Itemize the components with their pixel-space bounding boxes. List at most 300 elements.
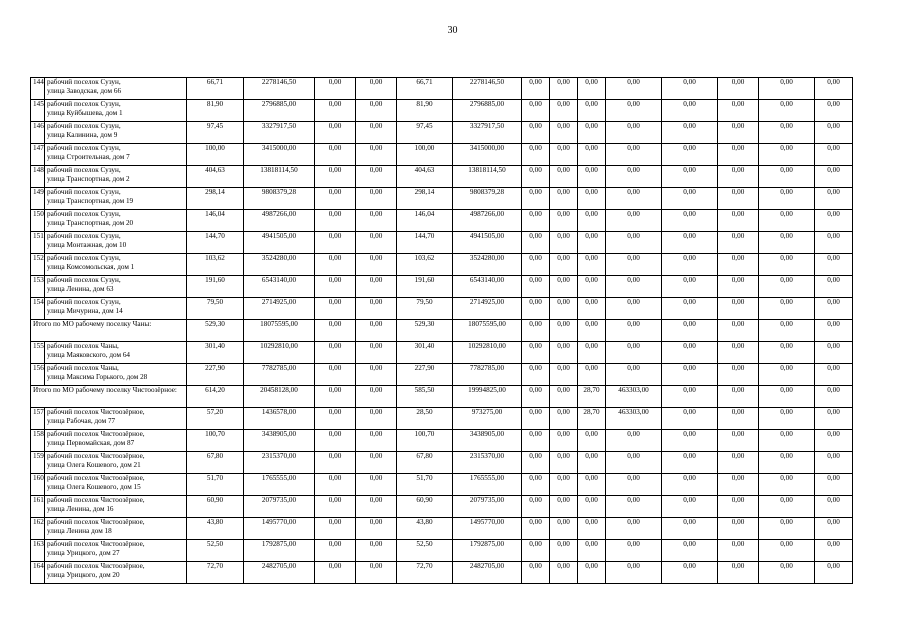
row-number: 152 bbox=[31, 254, 45, 276]
row-number: 157 bbox=[31, 408, 45, 430]
table-row bbox=[31, 518, 853, 540]
value-cell: 2278146,50 bbox=[453, 78, 522, 100]
value-cell: 0,00 bbox=[759, 386, 815, 408]
row-number: 156 bbox=[31, 364, 45, 386]
value-cell: 0,00 bbox=[606, 496, 662, 518]
value-cell: 298,14 bbox=[187, 188, 244, 210]
value-cell: 0,00 bbox=[662, 254, 718, 276]
row-number: 151 bbox=[31, 232, 45, 254]
value-cell: 0,00 bbox=[718, 276, 759, 298]
value-cell: 0,00 bbox=[550, 232, 578, 254]
address-cell bbox=[45, 408, 187, 430]
value-cell: 0,00 bbox=[550, 188, 578, 210]
value-cell: 2079735,00 bbox=[244, 496, 315, 518]
value-cell: 0,00 bbox=[522, 320, 550, 342]
value-cell: 0,00 bbox=[662, 452, 718, 474]
value-cell: 1765555,00 bbox=[453, 474, 522, 496]
address-street: улица Урицкого, дом 20 bbox=[47, 571, 120, 579]
value-cell: 0,00 bbox=[662, 342, 718, 364]
table-row bbox=[31, 540, 853, 562]
value-cell: 0,00 bbox=[578, 232, 606, 254]
value-cell: 0,00 bbox=[578, 364, 606, 386]
value-cell: 0,00 bbox=[759, 78, 815, 100]
value-cell: 0,00 bbox=[578, 100, 606, 122]
value-cell: 19994825,00 bbox=[453, 386, 522, 408]
value-cell: 0,00 bbox=[815, 122, 853, 144]
address-cell bbox=[45, 452, 187, 474]
address-settlement: рабочий поселок Сузун, bbox=[47, 78, 121, 86]
value-cell: 0,00 bbox=[315, 232, 356, 254]
table-row bbox=[31, 430, 853, 452]
value-cell: 0,00 bbox=[356, 430, 397, 452]
value-cell: 0,00 bbox=[662, 474, 718, 496]
value-cell: 0,00 bbox=[550, 210, 578, 232]
value-cell: 0,00 bbox=[606, 188, 662, 210]
value-cell: 0,00 bbox=[718, 518, 759, 540]
value-cell: 3524280,00 bbox=[453, 254, 522, 276]
value-cell: 0,00 bbox=[578, 298, 606, 320]
value-cell: 0,00 bbox=[550, 474, 578, 496]
value-cell: 0,00 bbox=[606, 276, 662, 298]
address-street: улица Ленина, дом 16 bbox=[47, 505, 114, 513]
value-cell: 0,00 bbox=[578, 518, 606, 540]
value-cell: 0,00 bbox=[356, 540, 397, 562]
row-number: 150 bbox=[31, 210, 45, 232]
address-settlement: рабочий поселок Сузун, bbox=[47, 254, 121, 262]
value-cell: 0,00 bbox=[815, 276, 853, 298]
table-row bbox=[31, 166, 853, 188]
value-cell: 0,00 bbox=[578, 144, 606, 166]
address-street: улица Первомайская, дом 87 bbox=[47, 439, 135, 447]
value-cell: 7782785,00 bbox=[453, 364, 522, 386]
value-cell: 66,71 bbox=[187, 78, 244, 100]
value-cell: 0,00 bbox=[815, 298, 853, 320]
value-cell: 100,00 bbox=[187, 144, 244, 166]
value-cell: 0,00 bbox=[315, 122, 356, 144]
address-street: улица Транспортная, дом 2 bbox=[47, 175, 130, 183]
value-cell: 0,00 bbox=[522, 166, 550, 188]
value-cell: 9808379,28 bbox=[244, 188, 315, 210]
value-cell: 0,00 bbox=[578, 254, 606, 276]
value-cell: 0,00 bbox=[356, 452, 397, 474]
address-cell bbox=[45, 210, 187, 232]
value-cell: 0,00 bbox=[550, 386, 578, 408]
address-street: улица Монтажная, дом 10 bbox=[47, 241, 127, 249]
value-cell: 0,00 bbox=[522, 474, 550, 496]
address-street: улица Мичурина, дом 14 bbox=[47, 307, 123, 315]
value-cell: 0,00 bbox=[522, 408, 550, 430]
value-cell: 0,00 bbox=[662, 540, 718, 562]
address-settlement: рабочий поселок Сузун, bbox=[47, 276, 121, 284]
value-cell: 0,00 bbox=[578, 430, 606, 452]
value-cell: 0,00 bbox=[718, 452, 759, 474]
value-cell: 4941505,00 bbox=[244, 232, 315, 254]
value-cell: 0,00 bbox=[662, 408, 718, 430]
value-cell: 28,70 bbox=[578, 408, 606, 430]
address-cell bbox=[45, 540, 187, 562]
value-cell: 0,00 bbox=[718, 78, 759, 100]
address-cell bbox=[45, 276, 187, 298]
value-cell: 0,00 bbox=[759, 320, 815, 342]
value-cell: 0,00 bbox=[759, 166, 815, 188]
value-cell: 0,00 bbox=[606, 254, 662, 276]
value-cell: 0,00 bbox=[315, 100, 356, 122]
value-cell: 2079735,00 bbox=[453, 496, 522, 518]
value-cell: 0,00 bbox=[356, 320, 397, 342]
value-cell: 0,00 bbox=[662, 78, 718, 100]
value-cell: 0,00 bbox=[522, 78, 550, 100]
value-cell: 0,00 bbox=[522, 452, 550, 474]
value-cell: 18075595,00 bbox=[453, 320, 522, 342]
value-cell: 0,00 bbox=[522, 518, 550, 540]
value-cell: 81,90 bbox=[187, 100, 244, 122]
value-cell: 0,00 bbox=[718, 166, 759, 188]
value-cell: 0,00 bbox=[662, 276, 718, 298]
value-cell: 0,00 bbox=[759, 342, 815, 364]
value-cell: 52,50 bbox=[187, 540, 244, 562]
value-cell: 0,00 bbox=[315, 166, 356, 188]
value-cell: 0,00 bbox=[662, 364, 718, 386]
value-cell: 79,50 bbox=[397, 298, 453, 320]
value-cell: 0,00 bbox=[315, 78, 356, 100]
value-cell: 3524280,00 bbox=[244, 254, 315, 276]
value-cell: 0,00 bbox=[522, 254, 550, 276]
value-cell: 0,00 bbox=[759, 122, 815, 144]
value-cell: 0,00 bbox=[759, 562, 815, 584]
value-cell: 0,00 bbox=[718, 342, 759, 364]
value-cell: 0,00 bbox=[550, 298, 578, 320]
value-cell: 0,00 bbox=[606, 144, 662, 166]
value-cell: 13818114,50 bbox=[453, 166, 522, 188]
value-cell: 0,00 bbox=[522, 232, 550, 254]
value-cell: 3415000,00 bbox=[244, 144, 315, 166]
value-cell: 0,00 bbox=[606, 474, 662, 496]
value-cell: 463303,00 bbox=[606, 386, 662, 408]
address-settlement: рабочий поселок Чистоозёрное, bbox=[47, 562, 145, 570]
value-cell: 72,70 bbox=[397, 562, 453, 584]
value-cell: 146,04 bbox=[187, 210, 244, 232]
value-cell: 0,00 bbox=[356, 78, 397, 100]
address-street: улица Ленина, дом 63 bbox=[47, 285, 114, 293]
value-cell: 0,00 bbox=[662, 232, 718, 254]
value-cell: 0,00 bbox=[662, 166, 718, 188]
value-cell: 28,50 bbox=[397, 408, 453, 430]
value-cell: 0,00 bbox=[759, 276, 815, 298]
value-cell: 227,90 bbox=[187, 364, 244, 386]
value-cell: 0,00 bbox=[522, 210, 550, 232]
value-cell: 973275,00 bbox=[453, 408, 522, 430]
value-cell: 0,00 bbox=[356, 232, 397, 254]
value-cell: 0,00 bbox=[578, 320, 606, 342]
value-cell: 0,00 bbox=[815, 78, 853, 100]
value-cell: 67,80 bbox=[187, 452, 244, 474]
value-cell: 0,00 bbox=[550, 276, 578, 298]
value-cell: 0,00 bbox=[662, 562, 718, 584]
value-cell: 0,00 bbox=[522, 430, 550, 452]
value-cell: 0,00 bbox=[315, 188, 356, 210]
value-cell: 0,00 bbox=[522, 144, 550, 166]
value-cell: 0,00 bbox=[718, 254, 759, 276]
value-cell: 0,00 bbox=[606, 210, 662, 232]
value-cell: 0,00 bbox=[815, 562, 853, 584]
value-cell: 0,00 bbox=[718, 496, 759, 518]
value-cell: 0,00 bbox=[662, 122, 718, 144]
address-street: улица Ленина дом 18 bbox=[47, 527, 112, 535]
total-row bbox=[31, 320, 853, 342]
row-number: 148 bbox=[31, 166, 45, 188]
value-cell: 0,00 bbox=[718, 474, 759, 496]
value-cell: 0,00 bbox=[759, 518, 815, 540]
value-cell: 0,00 bbox=[315, 540, 356, 562]
value-cell: 0,00 bbox=[578, 78, 606, 100]
value-cell: 0,00 bbox=[550, 78, 578, 100]
value-cell: 0,00 bbox=[815, 100, 853, 122]
address-settlement: рабочий поселок Чистоозёрное, bbox=[47, 540, 145, 548]
value-cell: 3327917,50 bbox=[244, 122, 315, 144]
value-cell: 0,00 bbox=[718, 386, 759, 408]
value-cell: 66,71 bbox=[397, 78, 453, 100]
address-settlement: рабочий поселок Чистоозёрное, bbox=[47, 430, 145, 438]
value-cell: 0,00 bbox=[356, 144, 397, 166]
value-cell: 0,00 bbox=[356, 386, 397, 408]
value-cell: 0,00 bbox=[759, 210, 815, 232]
value-cell: 9808379,28 bbox=[453, 188, 522, 210]
table-row bbox=[31, 364, 853, 386]
address-street: улица Максима Горького, дом 28 bbox=[47, 373, 148, 381]
value-cell: 0,00 bbox=[815, 408, 853, 430]
value-cell: 0,00 bbox=[522, 540, 550, 562]
value-cell: 43,80 bbox=[187, 518, 244, 540]
address-settlement: рабочий поселок Сузун, bbox=[47, 144, 121, 152]
address-cell bbox=[45, 254, 187, 276]
address-cell bbox=[45, 188, 187, 210]
value-cell: 404,63 bbox=[397, 166, 453, 188]
value-cell: 6543140,00 bbox=[244, 276, 315, 298]
value-cell: 191,60 bbox=[187, 276, 244, 298]
value-cell: 0,00 bbox=[759, 474, 815, 496]
value-cell: 0,00 bbox=[550, 342, 578, 364]
value-cell: 3438905,00 bbox=[453, 430, 522, 452]
table-row bbox=[31, 474, 853, 496]
address-settlement: рабочий поселок Чистоозёрное, bbox=[47, 452, 145, 460]
value-cell: 0,00 bbox=[522, 364, 550, 386]
value-cell: 0,00 bbox=[718, 298, 759, 320]
address-street: улица Олега Кошевого, дом 15 bbox=[47, 483, 141, 491]
value-cell: 0,00 bbox=[315, 474, 356, 496]
value-cell: 2482705,00 bbox=[244, 562, 315, 584]
address-cell bbox=[45, 122, 187, 144]
value-cell: 0,00 bbox=[315, 342, 356, 364]
row-number: 155 bbox=[31, 342, 45, 364]
table-row bbox=[31, 408, 853, 430]
value-cell: 0,00 bbox=[759, 100, 815, 122]
value-cell: 2796885,00 bbox=[244, 100, 315, 122]
value-cell: 191,60 bbox=[397, 276, 453, 298]
value-cell: 0,00 bbox=[522, 100, 550, 122]
value-cell: 0,00 bbox=[356, 254, 397, 276]
value-cell: 0,00 bbox=[356, 122, 397, 144]
value-cell: 0,00 bbox=[550, 540, 578, 562]
address-cell bbox=[45, 496, 187, 518]
value-cell: 0,00 bbox=[356, 408, 397, 430]
value-cell: 0,00 bbox=[662, 386, 718, 408]
address-street: улица Калинина, дом 9 bbox=[47, 131, 118, 139]
value-cell: 0,00 bbox=[315, 276, 356, 298]
value-cell: 404,63 bbox=[187, 166, 244, 188]
address-cell bbox=[45, 342, 187, 364]
value-cell: 0,00 bbox=[662, 144, 718, 166]
value-cell: 0,00 bbox=[606, 232, 662, 254]
address-street: улица Транспортная, дом 19 bbox=[47, 197, 134, 205]
row-number: 145 bbox=[31, 100, 45, 122]
value-cell: 0,00 bbox=[522, 122, 550, 144]
value-cell: 52,50 bbox=[397, 540, 453, 562]
value-cell: 81,90 bbox=[397, 100, 453, 122]
address-settlement: рабочий поселок Чистоозёрное, bbox=[47, 518, 145, 526]
address-settlement: рабочий поселок Сузун, bbox=[47, 298, 121, 306]
value-cell: 10292810,00 bbox=[244, 342, 315, 364]
value-cell: 0,00 bbox=[356, 188, 397, 210]
value-cell: 0,00 bbox=[718, 232, 759, 254]
value-cell: 100,00 bbox=[397, 144, 453, 166]
table-row bbox=[31, 298, 853, 320]
value-cell: 0,00 bbox=[606, 298, 662, 320]
value-cell: 0,00 bbox=[718, 210, 759, 232]
value-cell: 298,14 bbox=[397, 188, 453, 210]
row-number: 154 bbox=[31, 298, 45, 320]
value-cell: 0,00 bbox=[662, 518, 718, 540]
value-cell: 0,00 bbox=[662, 320, 718, 342]
value-cell: 1495770,00 bbox=[244, 518, 315, 540]
value-cell: 2482705,00 bbox=[453, 562, 522, 584]
value-cell: 0,00 bbox=[315, 320, 356, 342]
value-cell: 0,00 bbox=[550, 452, 578, 474]
value-cell: 0,00 bbox=[606, 518, 662, 540]
table-row bbox=[31, 342, 853, 364]
row-number: 164 bbox=[31, 562, 45, 584]
address-street: улица Транспортная, дом 20 bbox=[47, 219, 134, 227]
value-cell: 0,00 bbox=[356, 518, 397, 540]
address-street: улица Строительная, дом 7 bbox=[47, 153, 130, 161]
table-row bbox=[31, 232, 853, 254]
address-cell bbox=[45, 474, 187, 496]
address-cell bbox=[45, 78, 187, 100]
value-cell: 0,00 bbox=[718, 188, 759, 210]
value-cell: 0,00 bbox=[718, 100, 759, 122]
table-row bbox=[31, 210, 853, 232]
value-cell: 0,00 bbox=[550, 562, 578, 584]
value-cell: 0,00 bbox=[815, 320, 853, 342]
value-cell: 1792875,00 bbox=[453, 540, 522, 562]
value-cell: 97,45 bbox=[397, 122, 453, 144]
value-cell: 100,70 bbox=[397, 430, 453, 452]
value-cell: 0,00 bbox=[815, 540, 853, 562]
value-cell: 0,00 bbox=[356, 364, 397, 386]
value-cell: 0,00 bbox=[662, 100, 718, 122]
address-cell bbox=[45, 298, 187, 320]
address-cell bbox=[45, 166, 187, 188]
value-cell: 0,00 bbox=[522, 276, 550, 298]
value-cell: 0,00 bbox=[606, 122, 662, 144]
value-cell: 0,00 bbox=[356, 210, 397, 232]
value-cell: 0,00 bbox=[718, 144, 759, 166]
value-cell: 4941505,00 bbox=[453, 232, 522, 254]
value-cell: 144,70 bbox=[397, 232, 453, 254]
row-number: 162 bbox=[31, 518, 45, 540]
value-cell: 67,80 bbox=[397, 452, 453, 474]
value-cell: 0,00 bbox=[315, 518, 356, 540]
value-cell: 0,00 bbox=[356, 562, 397, 584]
value-cell: 0,00 bbox=[356, 474, 397, 496]
value-cell: 0,00 bbox=[759, 408, 815, 430]
table-row bbox=[31, 562, 853, 584]
page-number: 30 bbox=[447, 25, 458, 36]
row-number: 159 bbox=[31, 452, 45, 474]
value-cell: 0,00 bbox=[815, 232, 853, 254]
address-cell bbox=[45, 100, 187, 122]
value-cell: 0,00 bbox=[550, 254, 578, 276]
value-cell: 0,00 bbox=[522, 562, 550, 584]
address-settlement: рабочий поселок Чистоозёрное, bbox=[47, 408, 145, 416]
value-cell: 0,00 bbox=[550, 364, 578, 386]
address-settlement: рабочий поселок Чистоозёрное, bbox=[47, 474, 145, 482]
value-cell: 0,00 bbox=[578, 188, 606, 210]
value-cell: 103,62 bbox=[397, 254, 453, 276]
value-cell: 0,00 bbox=[578, 342, 606, 364]
table-row bbox=[31, 144, 853, 166]
value-cell: 1765555,00 bbox=[244, 474, 315, 496]
value-cell: 0,00 bbox=[759, 144, 815, 166]
value-cell: 0,00 bbox=[578, 474, 606, 496]
address-cell bbox=[45, 430, 187, 452]
value-cell: 585,50 bbox=[397, 386, 453, 408]
value-cell: 0,00 bbox=[315, 254, 356, 276]
address-cell bbox=[45, 144, 187, 166]
address-settlement: рабочий поселок Сузун, bbox=[47, 122, 121, 130]
value-cell: 20458128,00 bbox=[244, 386, 315, 408]
value-cell: 0,00 bbox=[550, 408, 578, 430]
value-cell: 0,00 bbox=[759, 452, 815, 474]
value-cell: 301,40 bbox=[187, 342, 244, 364]
value-cell: 0,00 bbox=[718, 540, 759, 562]
value-cell: 0,00 bbox=[578, 122, 606, 144]
value-cell: 3327917,50 bbox=[453, 122, 522, 144]
address-settlement: рабочий поселок Сузун, bbox=[47, 100, 121, 108]
value-cell: 18075595,00 bbox=[244, 320, 315, 342]
value-cell: 6543140,00 bbox=[453, 276, 522, 298]
value-cell: 2315370,00 bbox=[453, 452, 522, 474]
value-cell: 1495770,00 bbox=[453, 518, 522, 540]
address-street: улица Куйбышева, дом 1 bbox=[47, 109, 123, 117]
value-cell: 301,40 bbox=[397, 342, 453, 364]
value-cell: 0,00 bbox=[759, 430, 815, 452]
value-cell: 0,00 bbox=[815, 166, 853, 188]
address-settlement: рабочий поселок Сузун, bbox=[47, 210, 121, 218]
table-row bbox=[31, 100, 853, 122]
value-cell: 227,90 bbox=[397, 364, 453, 386]
value-cell: 2796885,00 bbox=[453, 100, 522, 122]
value-cell: 0,00 bbox=[815, 386, 853, 408]
address-settlement: рабочий поселок Сузун, bbox=[47, 232, 121, 240]
value-cell: 0,00 bbox=[522, 298, 550, 320]
housing-program-table bbox=[30, 77, 853, 584]
value-cell: 51,70 bbox=[397, 474, 453, 496]
value-cell: 0,00 bbox=[815, 210, 853, 232]
value-cell: 0,00 bbox=[815, 452, 853, 474]
value-cell: 0,00 bbox=[315, 562, 356, 584]
value-cell: 0,00 bbox=[522, 496, 550, 518]
table-row bbox=[31, 188, 853, 210]
